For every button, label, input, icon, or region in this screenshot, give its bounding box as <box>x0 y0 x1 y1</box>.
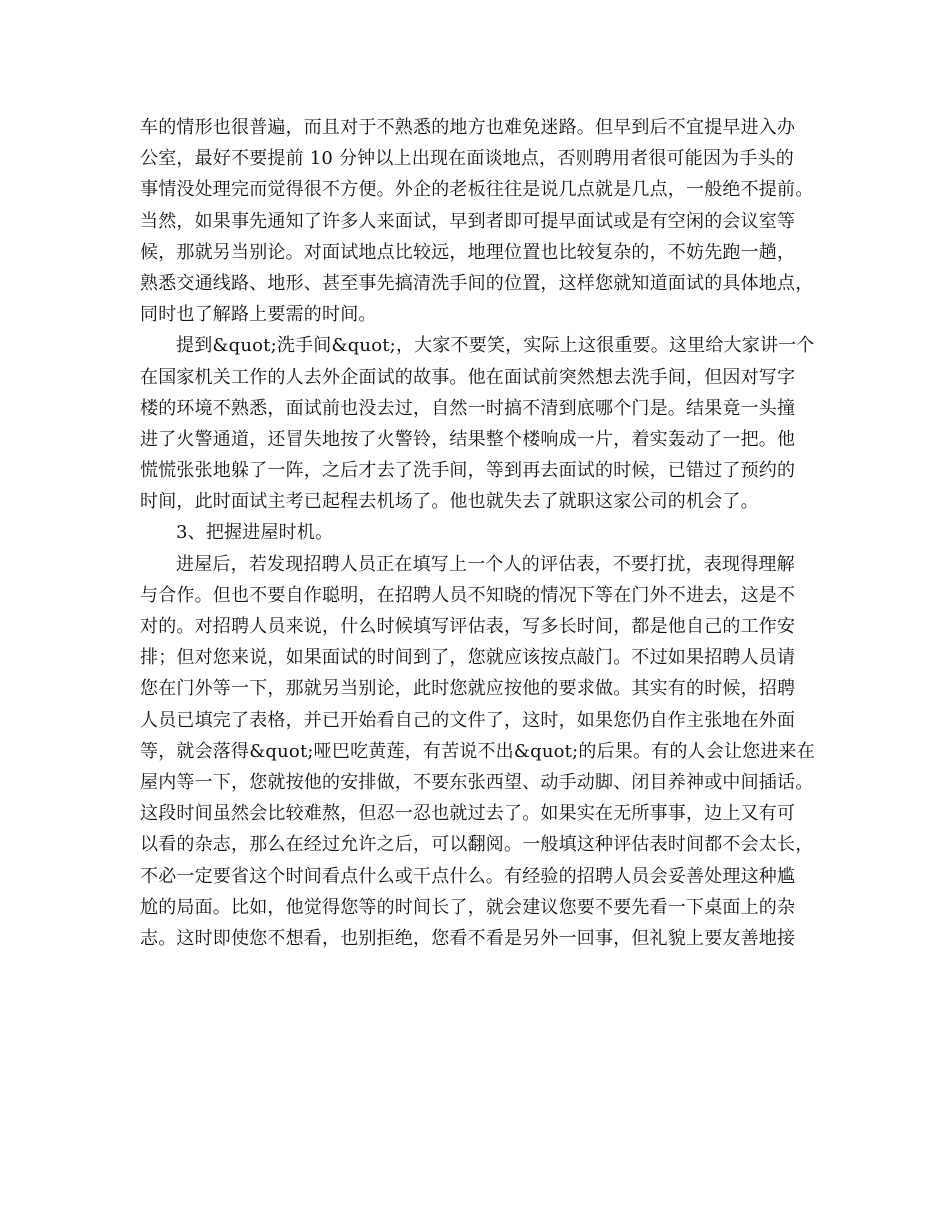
text-line: 人员已填完了表格，并已开始看自己的文件了，这时，如果您仍自作主张地在外面 <box>140 709 796 731</box>
text-line: 车的情形也很普遍，而且对于不熟悉的地方也难免迷路。但早到后不宜提早进入办 <box>140 117 796 138</box>
text-line: 提到&quot;洗手间&quot;，大家不要笑，实际上这很重要。这里给大家讲一个 <box>176 335 815 357</box>
text-line: 这段时间虽然会比较难熬，但忍一忍也就过去了。如果实在无所事事，边上又有可 <box>140 803 796 825</box>
text-line: 公室，最好不要提前 10 分钟以上出现在面谈地点，否则聘用者很可能因为手头的 <box>140 148 794 170</box>
text-line: 与合作。但也不要自作聪明，在招聘人员不知晓的情况下等在门外不进去，这是不 <box>140 584 796 606</box>
text-line: 进屋后，若发现招聘人员正在填写上一个人的评估表，不要打扰，表现得理解 <box>176 553 795 575</box>
text-line: 候，那就另当别论。对面试地点比较远，地理位置也比较复杂的，不妨先跑一趟， <box>140 241 796 263</box>
text-line: 楼的环境不熟悉，面试前也没去过，自然一时搞不清到底哪个门是。结果竟一头撞 <box>140 397 796 419</box>
text-line: 您在门外等一下，那就另当别论，此时您就应按他的要求做。其实有的时候，招聘 <box>140 678 796 700</box>
text-line: 事情没处理完而觉得很不方便。外企的老板往往是说几点就是几点，一般绝不提前。 <box>140 179 814 201</box>
text-line: 同时也了解路上要需的时间。 <box>140 304 377 326</box>
text-line: 不必一定要省这个时间看点什么或干点什么。有经验的招聘人员会妥善处理这种尴 <box>140 865 796 887</box>
text-line: 对的。对招聘人员来说，什么时候填写评估表，写多长时间，都是他自己的工作安 <box>140 616 796 637</box>
text-line: 时间，此时面试主考已起程去机场了。他也就失去了就职这家公司的机会了。 <box>140 491 759 513</box>
text-line: 3、把握进屋时机。 <box>176 522 334 544</box>
text-line: 排；但对您来说，如果面试的时间到了，您就应该按点敲门。不过如果招聘人员请 <box>140 647 796 669</box>
text-line: 当然，如果事先通知了许多人来面试，早到者即可提早面试或是有空闲的会议室等 <box>140 210 796 232</box>
text-line: 以看的杂志，那么在经过允许之后，可以翻阅。一般填这种评估表时间都不会太长， <box>140 834 814 856</box>
text-line: 志。这时即使您不想看，也别拒绝，您看不看是另外一回事，但礼貌上要友善地接 <box>140 927 796 949</box>
text-line: 进了火警通道，还冒失地按了火警铃，结果整个楼响成一片，着实轰动了一把。他 <box>140 428 796 450</box>
text-line: 在国家机关工作的人去外企面试的故事。他在面试前突然想去洗手间，但因对写字 <box>140 366 796 388</box>
text-line: 尬的局面。比如，他觉得您等的时间长了，就会建议您要不要先看一下桌面上的杂 <box>140 896 796 918</box>
text-line: 等，就会落得&quot;哑巴吃黄莲，有苦说不出&quot;的后果。有的人会让您进来在 <box>140 740 815 762</box>
text-line: 屋内等一下，您就按他的安排做，不要东张西望、动手动脚、闭目养神或中间插话。 <box>140 771 814 793</box>
text-line: 慌慌张张地躲了一阵，之后才去了洗手间，等到再去面试的时候，已错过了预约的 <box>140 460 796 482</box>
text-line: 熟悉交通线路、地形、甚至事先搞清洗手间的位置，这样您就知道面试的具体地点， <box>140 272 814 294</box>
document-body <box>140 112 830 954</box>
